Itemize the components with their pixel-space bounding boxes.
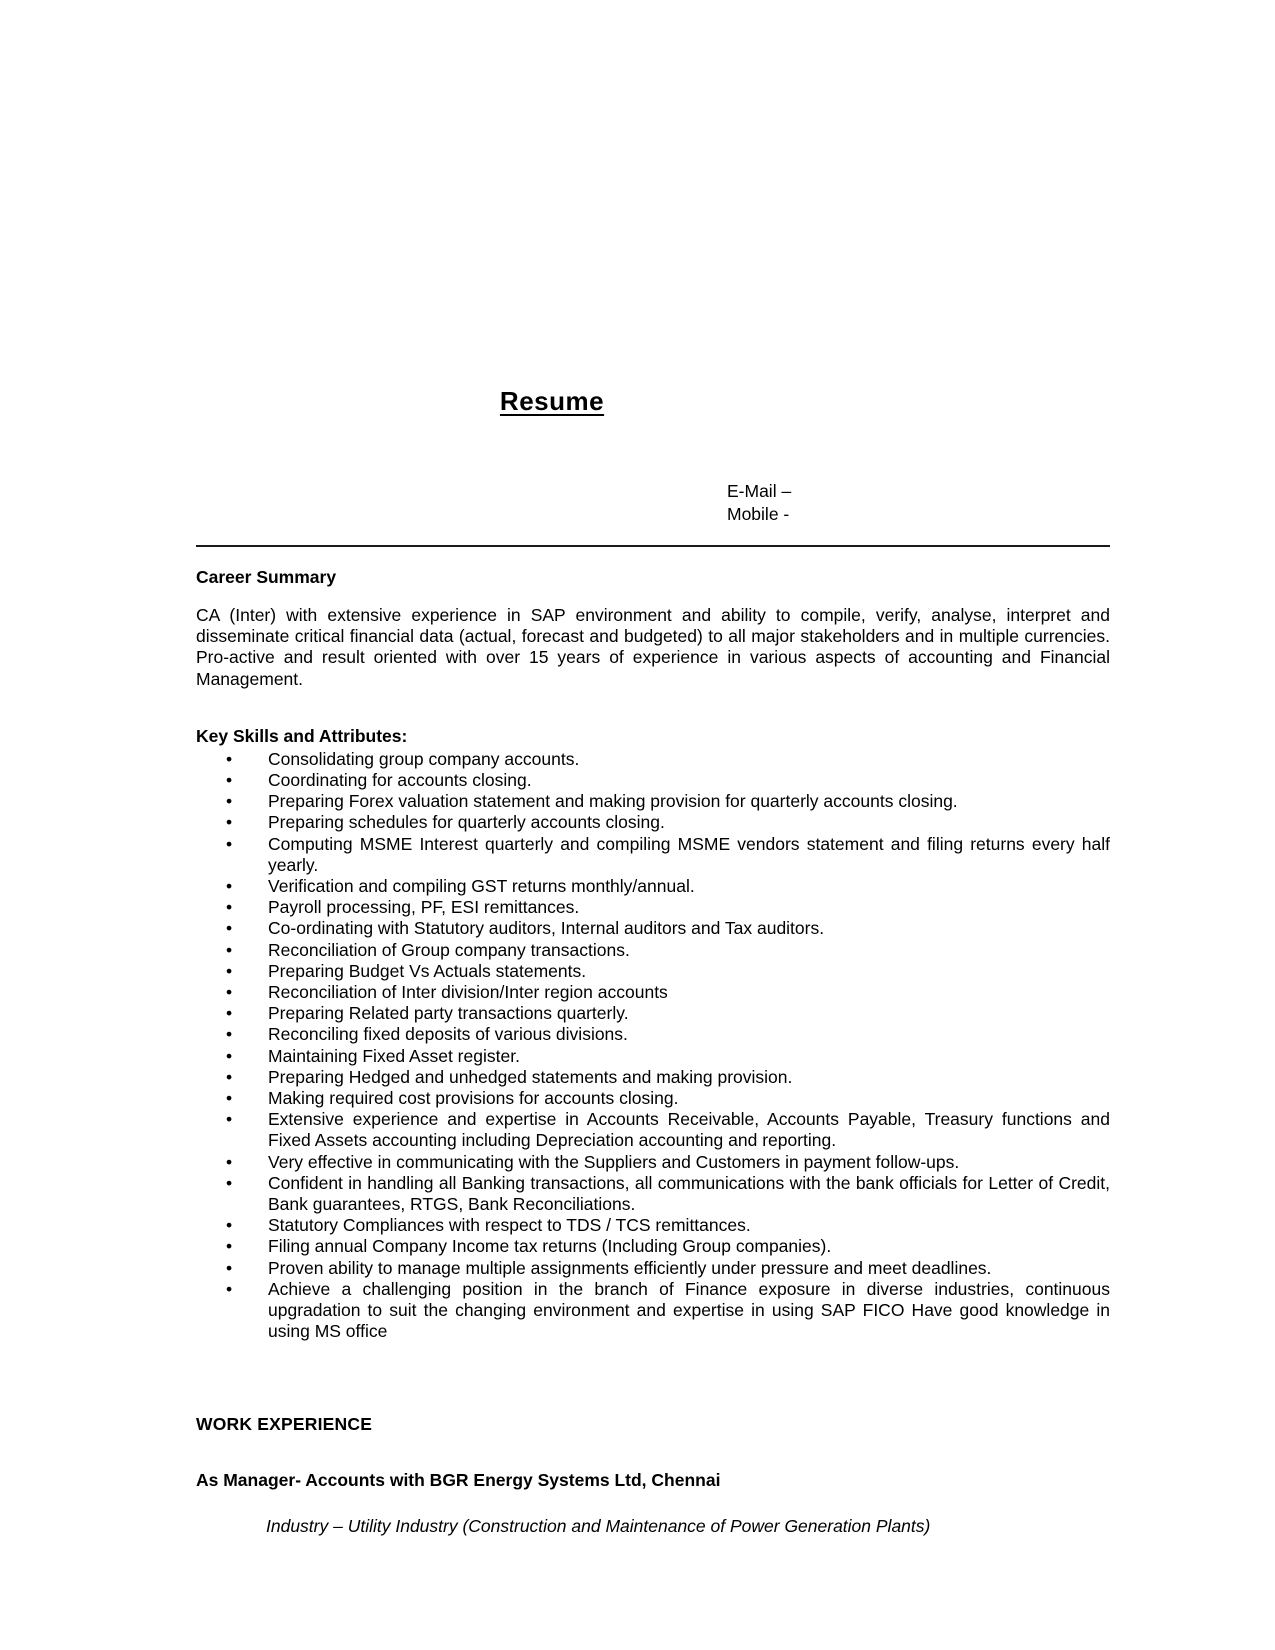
skill-item: • Payroll processing, PF, ESI remittances.	[196, 897, 1110, 918]
work-experience-industry: Industry – Utility Industry (Construction and Maintenance of Power Generation Plants)	[266, 1515, 931, 1536]
skill-item: • Consolidating group company accounts.	[196, 749, 1110, 770]
skill-item: • Achieve a challenging position in the branch of Finance exposure in diverse industries, continuous upgradation to suit the changing environment and expertise in using SAP FICO Have good knowledge in using MS office	[196, 1279, 1110, 1343]
skill-item: • Reconciliation of Group company transactions.	[196, 940, 1110, 961]
skill-item: • Confident in handling all Banking transactions, all communications with the bank officials for Letter of Credit, Bank guarantees, RTGS, Bank Reconciliations.	[196, 1173, 1110, 1215]
work-experience-heading: WORK EXPERIENCE	[196, 1413, 373, 1434]
skill-item: • Co-ordinating with Statutory auditors, Internal auditors and Tax auditors.	[196, 918, 1110, 939]
page-title: Resume	[499, 386, 605, 416]
skill-item: • Preparing schedules for quarterly accounts closing.	[196, 812, 1110, 833]
key-skills-list	[196, 749, 1110, 1343]
skill-item: • Proven ability to manage multiple assignments efficiently under pressure and meet deadlines.	[196, 1258, 1110, 1279]
skill-item: • Maintaining Fixed Asset register.	[196, 1046, 1110, 1067]
work-experience-role: As Manager- Accounts with BGR Energy Systems Ltd, Chennai	[196, 1469, 721, 1490]
skill-item: • Preparing Related party transactions quarterly.	[196, 1003, 1110, 1024]
contact-block	[196, 480, 1110, 526]
skill-item: • Statutory Compliances with respect to TDS / TCS remittances.	[196, 1215, 1110, 1236]
skill-item: • Making required cost provisions for accounts closing.	[196, 1088, 1110, 1109]
skill-item: • Verification and compiling GST returns monthly/annual.	[196, 876, 1110, 897]
skill-item: • Computing MSME Interest quarterly and compiling MSME vendors statement and filing returns every half yearly.	[196, 834, 1110, 876]
career-summary-text: CA (Inter) with extensive experience in SAP environment and ability to compile, verify, analyse, interpret and disseminate critical financial data (actual, forecast and budgeted) to all major stakeholders and in multiple currencies. Pro-active and result oriented with over 15 years of experience in various aspects of accounting and Financial Management.	[196, 605, 1110, 689]
career-summary-heading: Career Summary	[196, 567, 337, 587]
email-label: E-Mail –	[727, 481, 792, 501]
mobile-label: Mobile -	[727, 504, 790, 524]
skill-item: • Preparing Forex valuation statement and making provision for quarterly accounts closing.	[196, 791, 1110, 812]
skill-item: • Preparing Hedged and unhedged statements and making provision.	[196, 1067, 1110, 1088]
skill-item: • Preparing Budget Vs Actuals statements.	[196, 961, 1110, 982]
skill-item: • Very effective in communicating with the Suppliers and Customers in payment follow-ups.	[196, 1152, 1110, 1173]
page-content	[196, 0, 1110, 1537]
divider	[196, 545, 1110, 547]
skill-item: • Reconciliation of Inter division/Inter region accounts	[196, 982, 1110, 1003]
skill-item: • Reconciling fixed deposits of various divisions.	[196, 1024, 1110, 1045]
skill-item: • Filing annual Company Income tax returns (Including Group companies).	[196, 1236, 1110, 1257]
skill-item: • Coordinating for accounts closing.	[196, 770, 1110, 791]
skill-item: • Extensive experience and expertise in Accounts Receivable, Accounts Payable, Treasury functions and Fixed Assets accounting including Depreciation accounting and reporting.	[196, 1109, 1110, 1151]
title-wrap	[196, 0, 908, 416]
key-skills-heading: Key Skills and Attributes:	[196, 725, 408, 746]
